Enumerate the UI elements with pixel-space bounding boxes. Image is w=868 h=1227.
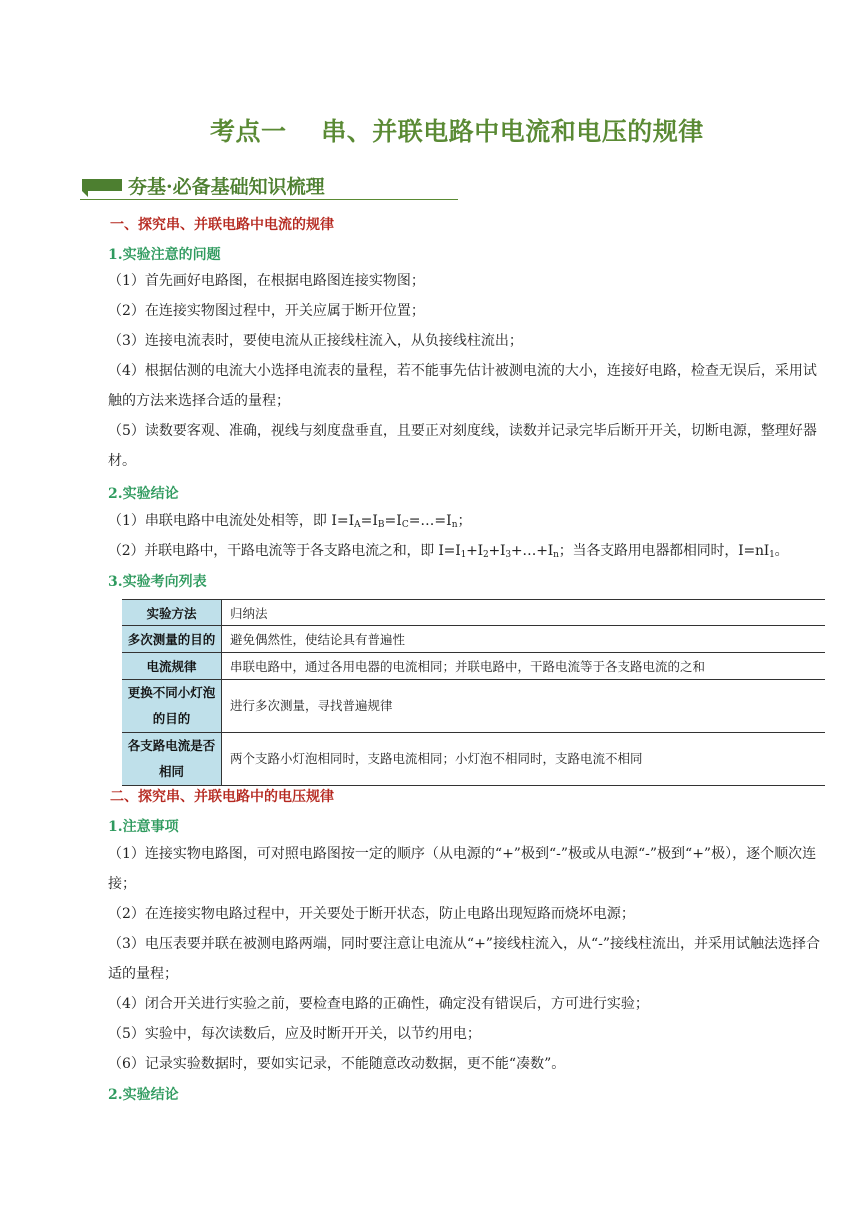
table-value: 两个支路小灯泡相同时，支路电流相同；小灯泡不相同时，支路电流不相同: [222, 733, 826, 786]
table-key: 更换不同小灯泡的目的: [122, 680, 222, 733]
section2-sub1: 1.注意事项: [108, 819, 179, 835]
table-row: [122, 600, 825, 626]
list-item: （2）在连接实物电路过程中，开关要处于断开状态，防止电路出现短路而烧坏电源；: [108, 906, 635, 922]
table-row: [122, 653, 825, 680]
list-item: （5）实验中，每次读数后，应及时断开开关，以节约用电；: [108, 1026, 481, 1042]
list-item: （6）记录实验数据时，要如实记录，不能随意改动数据，更不能“凑数”。: [108, 1056, 566, 1072]
list-item: （3）连接电流表时，要使电流从正接线柱流入，从负接线柱流出；: [108, 333, 523, 349]
table-key: 实验方法: [122, 600, 222, 626]
section1-sub1: 1.实验注意的问题: [108, 247, 221, 263]
table-key: 电流规律: [122, 653, 222, 680]
table-value: 归纳法: [222, 600, 826, 626]
table-row: [122, 626, 825, 653]
experiment-table: [122, 599, 825, 786]
list-item: （1）连接实物电路图，可对照电路图按一定的顺序（从电源的“+”极到“-”极或从电源“-”极到“+”极），逐个顺次连接；: [108, 846, 817, 892]
table-value: 避免偶然性，使结论具有普遍性: [222, 626, 826, 653]
list-item: （5）读数要客观、准确，视线与刻度盘垂直，且要正对刻度线，读数并记录完毕后断开开关，切断电源，整理好器材。: [108, 423, 817, 469]
conclusion-1: （1）串联电路中电流处处相等，即 $I=I_A=I_B=I_C=\dots=I_n$；: [108, 513, 472, 530]
section1-heading: 一、探究串、并联电路中电流的规律: [110, 217, 334, 233]
table-row: [122, 680, 825, 733]
table-value: 串联电路中，通过各用电器的电流相同；并联电路中，干路电流等于各支路电流的之和: [222, 653, 826, 680]
banner-underline: [80, 199, 458, 200]
table-key: 多次测量的目的: [122, 626, 222, 653]
banner-marker: [82, 179, 122, 191]
section-banner: [80, 170, 458, 200]
section2-sub2: 2.实验结论: [108, 1087, 179, 1103]
list-item: （1）首先画好电路图，在根据电路图连接实物图；: [108, 273, 425, 289]
list-item: （2）在连接实物图过程中，开关应属于断开位置；: [108, 303, 425, 319]
section2-heading: 二、探究串、并联电路中的电压规律: [110, 789, 334, 805]
list-item: （3）电压表要并联在被测电路两端，同时要注意让电流从“+”接线柱流入，从“-”接线柱流出，并采用试触法选择合适的量程；: [108, 936, 820, 982]
list-item: （4）根据估测的电流大小选择电流表的量程，若不能事先估计被测电流的大小，连接好电路，检查无误后，采用试触的方法来选择合适的量程；: [108, 363, 817, 409]
table-row: [122, 733, 825, 786]
section1-sub2: 2.实验结论: [108, 486, 179, 502]
banner-marker-tail: [82, 191, 88, 197]
page-title: 考点一 串、并联电路中电流和电压的规律: [210, 117, 704, 146]
conclusion-2: （2）并联电路中，干路电流等于各支路电流之和，即 $I=I_1+I_2+I_3+\dots+I_n$；当各支路用电器都相同时，$I=nI_1$。: [108, 543, 789, 560]
table-value: 进行多次测量，寻找普遍规律: [222, 680, 826, 733]
section1-sub3: 3.实验考向列表: [108, 574, 207, 590]
banner-label: 夯基·必备基础知识梳理: [128, 176, 325, 198]
list-item: （4）闭合开关进行实验之前，要检查电路的正确性，确定没有错误后，方可进行实验；: [108, 996, 649, 1012]
table-key: 各支路电流是否相同: [122, 733, 222, 786]
